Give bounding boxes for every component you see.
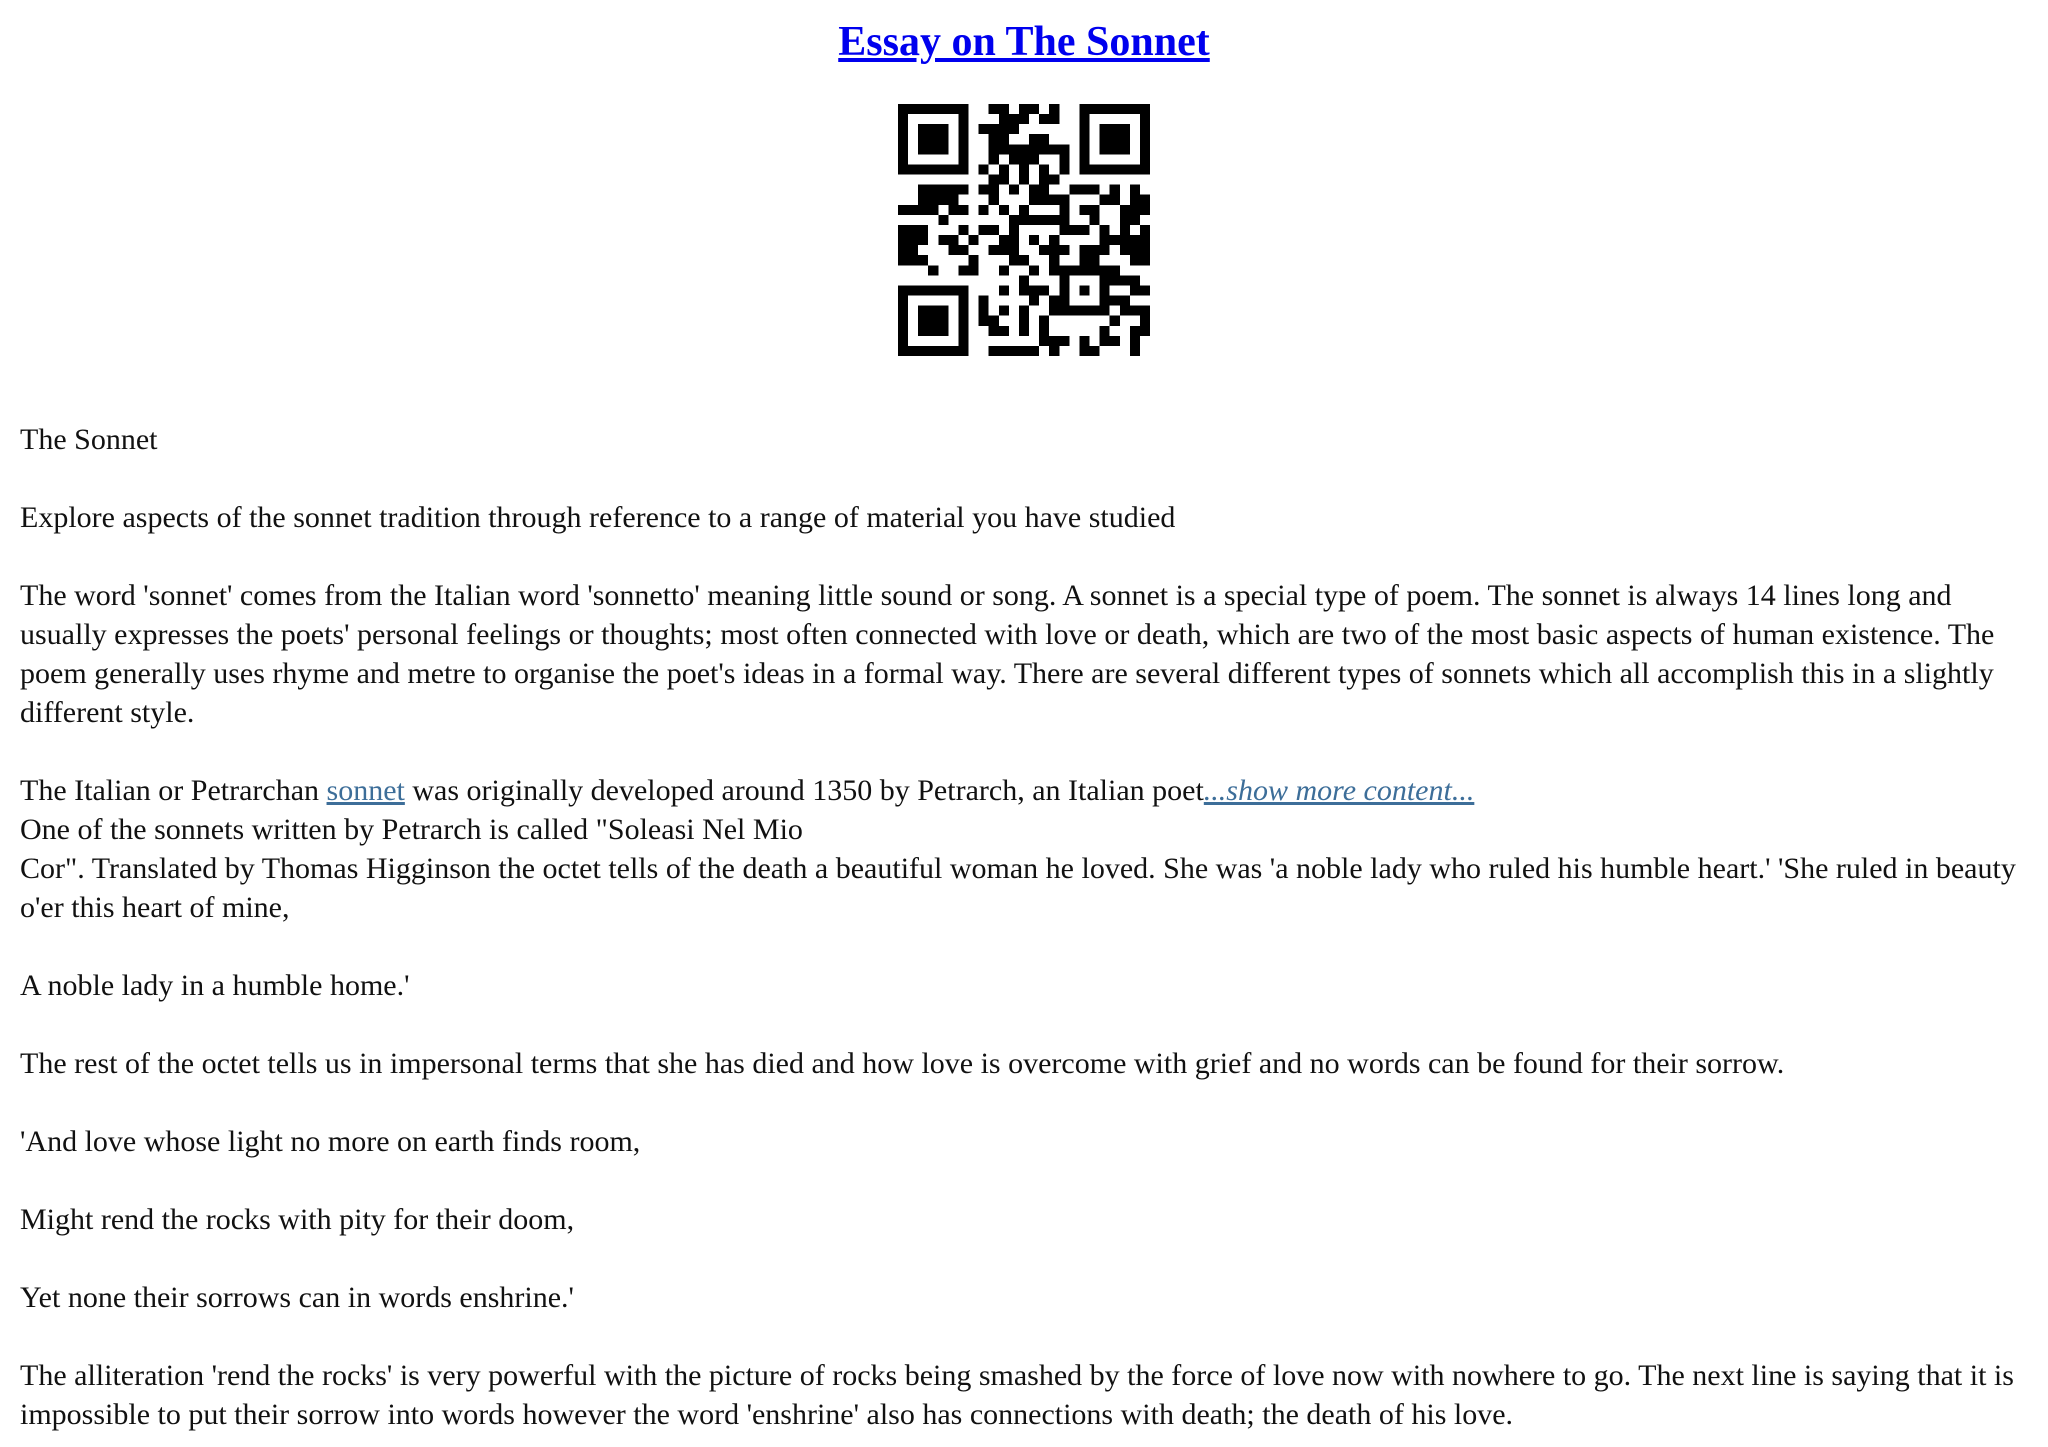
- paragraph-petrarchan-text-start: The Italian or Petrarchan: [20, 774, 327, 807]
- paragraph-soleasi-line: One of the sonnets written by Petrarch is called "Soleasi Nel Mio: [20, 813, 803, 846]
- paragraph-alliteration: The alliteration 'rend the rocks' is very powerful with the picture of rocks being smashed by the force of love now with nowhere to go. The next line is saying that it is impossible to put their sorrow into words however the word 'enshrine' also has connections with death; the death of his love.: [20, 1359, 2014, 1431]
- paragraph-intro: The word 'sonnet' comes from the Italian word 'sonnetto' meaning little sound or song. A sonnet is a special type of poem. The sonnet is always 14 lines long and usually expresses the poets' personal feelings or thoughts; most often connected with love or death, which are two of the most basic aspects of human existence. The poem generally uses rhyme and metre to organise the poet's ideas in a formal way. There are several different types of sonnets which all accomplish this in a slightly different style.: [20, 579, 1995, 729]
- quote-rend-rocks: Might rend the rocks with pity for their doom,: [20, 1203, 575, 1236]
- document-title-link[interactable]: Essay on The Sonnet: [838, 19, 1210, 65]
- quote-noble-lady: A noble lady in a humble home.': [20, 969, 410, 1002]
- quote-sorrows: Yet none their sorrows can in words enshrine.': [20, 1281, 574, 1314]
- qr-code-image: [898, 104, 1150, 356]
- essay-heading: The Sonnet: [20, 423, 158, 456]
- essay-prompt: Explore aspects of the sonnet tradition through reference to a range of material you have studied: [20, 501, 1176, 534]
- qr-container: [20, 104, 2028, 356]
- paragraph-petrarchan-text-end: was originally developed around 1350 by Petrarch, an Italian poet: [404, 774, 1204, 807]
- quote-love-light: 'And love whose light no more on earth finds room,: [20, 1125, 641, 1158]
- sonnet-link[interactable]: sonnet: [326, 774, 405, 807]
- paragraph-octet: The rest of the octet tells us in impersonal terms that she has died and how love is overcome with grief and no words can be found for their sorrow.: [20, 1047, 1785, 1080]
- show-more-content-link[interactable]: ...show more content...: [1203, 774, 1475, 807]
- paragraph-petrarchan: [20, 771, 2028, 810]
- essay-body: [20, 420, 2028, 1434]
- paragraph-soleasi-rest: Cor". Translated by Thomas Higginson the octet tells of the death a beautiful woman he loved. She was 'a noble lady who ruled his humble heart.' 'She ruled in beauty o'er this heart of mine,: [20, 852, 2016, 924]
- title-container: [20, 0, 2028, 70]
